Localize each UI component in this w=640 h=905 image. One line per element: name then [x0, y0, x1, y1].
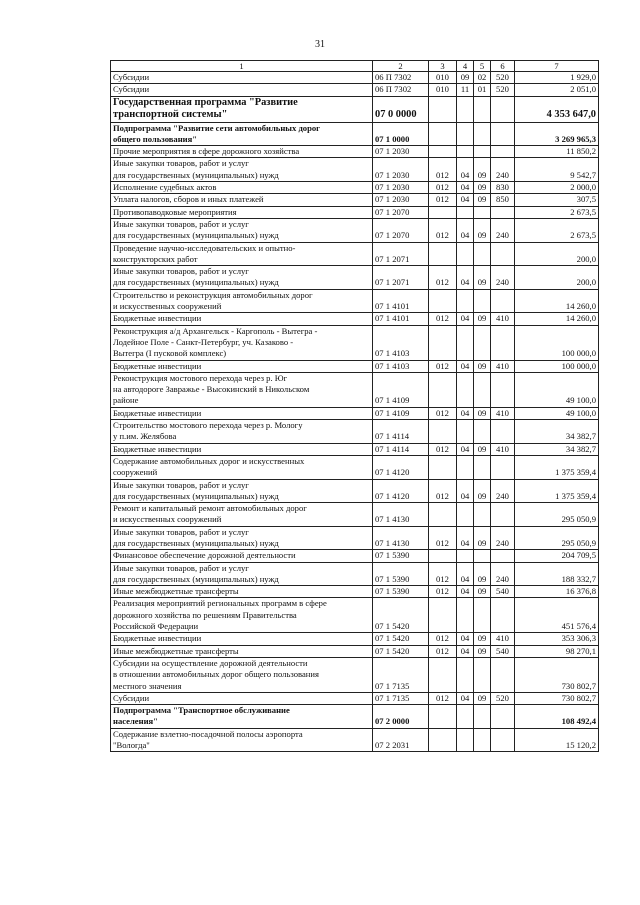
table-row [111, 158, 599, 182]
column-number: 4 [457, 61, 474, 72]
row-rz [457, 728, 474, 752]
row-vr [491, 289, 515, 313]
row-name: Реконструкция а/д Архангельск - Каргополь - Вытегра - Лодейное Поле - Санкт-Петербург, уч. Казаково - Вытегра (I пусковой комплекс) [111, 325, 373, 360]
column-number: 1 [111, 61, 373, 72]
row-pr [474, 420, 491, 444]
row-pr [474, 242, 491, 266]
row-ved [429, 242, 457, 266]
row-pr: 09 [474, 633, 491, 645]
row-sum: 49 100,0 [515, 407, 599, 419]
row-name: Иные закупки товаров, работ и услуг для государственных (муниципальных) нужд [111, 479, 373, 503]
row-vr: 850 [491, 194, 515, 206]
row-name: Финансовое обеспечение дорожной деятельности [111, 550, 373, 562]
row-vr [491, 325, 515, 360]
row-rz: 04 [457, 313, 474, 325]
row-ved: 010 [429, 72, 457, 84]
row-name: Иные закупки товаров, работ и услуг для государственных (муниципальных) нужд [111, 266, 373, 290]
row-ved: 012 [429, 266, 457, 290]
row-ved: 012 [429, 562, 457, 586]
row-ved [429, 728, 457, 752]
row-pr [474, 96, 491, 122]
row-ved: 012 [429, 360, 457, 372]
row-ved: 012 [429, 218, 457, 242]
row-vr [491, 705, 515, 729]
row-pr [474, 503, 491, 527]
row-vr: 410 [491, 633, 515, 645]
row-code: 07 1 7135 [373, 692, 429, 704]
row-code: 07 1 4103 [373, 360, 429, 372]
row-code: 07 1 5390 [373, 586, 429, 598]
row-vr [491, 242, 515, 266]
table-row [111, 372, 599, 407]
budget-table [110, 60, 599, 752]
table-row [111, 479, 599, 503]
row-vr: 240 [491, 218, 515, 242]
row-code: 07 0 0000 [373, 96, 429, 122]
row-code: 07 1 5390 [373, 550, 429, 562]
table-row [111, 705, 599, 729]
row-rz: 04 [457, 158, 474, 182]
row-sum: 188 332,7 [515, 562, 599, 586]
table-row [111, 325, 599, 360]
table-row [111, 455, 599, 479]
table-row [111, 586, 599, 598]
row-ved [429, 657, 457, 692]
column-number: 2 [373, 61, 429, 72]
table-row [111, 360, 599, 372]
row-name: Прочие мероприятия в сфере дорожного хозяйства [111, 146, 373, 158]
row-code: 07 1 5420 [373, 645, 429, 657]
row-sum: 307,5 [515, 194, 599, 206]
row-ved [429, 550, 457, 562]
row-vr: 410 [491, 360, 515, 372]
row-sum: 730 802,7 [515, 692, 599, 704]
row-vr: 240 [491, 479, 515, 503]
row-sum: 295 050,9 [515, 503, 599, 527]
row-code: 07 1 5420 [373, 598, 429, 633]
row-ved: 012 [429, 407, 457, 419]
row-code: 07 1 2071 [373, 242, 429, 266]
row-ved: 012 [429, 586, 457, 598]
row-vr: 410 [491, 313, 515, 325]
row-vr: 830 [491, 182, 515, 194]
row-ved: 012 [429, 645, 457, 657]
row-rz: 04 [457, 407, 474, 419]
row-code: 06 П 7302 [373, 84, 429, 96]
table-row [111, 182, 599, 194]
row-pr: 09 [474, 645, 491, 657]
row-sum: 204 709,5 [515, 550, 599, 562]
row-sum: 14 260,0 [515, 313, 599, 325]
table-row [111, 122, 599, 146]
row-name: Иные межбюджетные трансферты [111, 586, 373, 598]
table-row [111, 420, 599, 444]
row-pr: 09 [474, 407, 491, 419]
row-pr [474, 657, 491, 692]
row-pr: 09 [474, 182, 491, 194]
table-body [111, 72, 599, 752]
row-name: Иные закупки товаров, работ и услуг для государственных (муниципальных) нужд [111, 526, 373, 550]
row-sum: 4 353 647,0 [515, 96, 599, 122]
row-vr [491, 455, 515, 479]
row-sum: 108 492,4 [515, 705, 599, 729]
row-name: Иные закупки товаров, работ и услуг для государственных (муниципальных) нужд [111, 218, 373, 242]
table-row [111, 657, 599, 692]
row-code: 07 1 2071 [373, 266, 429, 290]
table-row [111, 692, 599, 704]
row-vr [491, 146, 515, 158]
row-rz [457, 242, 474, 266]
row-code: 07 2 2031 [373, 728, 429, 752]
row-code: 07 1 2030 [373, 182, 429, 194]
row-ved: 012 [429, 313, 457, 325]
row-sum: 451 576,4 [515, 598, 599, 633]
table-row [111, 503, 599, 527]
row-ved: 012 [429, 158, 457, 182]
table-row [111, 84, 599, 96]
table-row [111, 146, 599, 158]
row-pr [474, 705, 491, 729]
row-rz [457, 289, 474, 313]
row-code: 07 1 2070 [373, 218, 429, 242]
row-ved [429, 455, 457, 479]
row-ved: 012 [429, 182, 457, 194]
row-ved [429, 503, 457, 527]
row-code: 07 1 0000 [373, 122, 429, 146]
row-code: 07 1 4114 [373, 443, 429, 455]
row-rz [457, 657, 474, 692]
row-vr [491, 728, 515, 752]
row-name: Содержание взлетно-посадочной полосы аэропорта "Вологда" [111, 728, 373, 752]
row-vr [491, 122, 515, 146]
row-rz: 04 [457, 562, 474, 586]
row-vr [491, 372, 515, 407]
row-ved [429, 96, 457, 122]
row-name: Субсидии на осуществление дорожной деятельности в отношении автомобильных дорог общего пользования местного значения [111, 657, 373, 692]
row-sum: 14 260,0 [515, 289, 599, 313]
row-code: 07 1 4101 [373, 313, 429, 325]
row-vr [491, 657, 515, 692]
row-pr: 09 [474, 692, 491, 704]
row-ved [429, 146, 457, 158]
row-rz [457, 146, 474, 158]
row-ved [429, 705, 457, 729]
row-name: Бюджетные инвестиции [111, 360, 373, 372]
row-rz: 11 [457, 84, 474, 96]
row-sum: 1 375 359,4 [515, 479, 599, 503]
row-sum: 730 802,7 [515, 657, 599, 692]
row-sum: 200,0 [515, 266, 599, 290]
row-pr: 02 [474, 72, 491, 84]
row-ved: 012 [429, 443, 457, 455]
row-sum: 2 673,5 [515, 218, 599, 242]
row-code: 07 2 0000 [373, 705, 429, 729]
row-vr: 240 [491, 266, 515, 290]
row-pr: 09 [474, 194, 491, 206]
row-rz: 04 [457, 182, 474, 194]
row-sum: 16 376,8 [515, 586, 599, 598]
row-rz: 04 [457, 479, 474, 503]
row-vr: 410 [491, 443, 515, 455]
row-rz: 09 [457, 72, 474, 84]
table-row [111, 242, 599, 266]
row-vr: 540 [491, 645, 515, 657]
row-rz [457, 325, 474, 360]
row-code: 07 1 5420 [373, 633, 429, 645]
row-pr: 09 [474, 526, 491, 550]
row-name: Субсидии [111, 84, 373, 96]
row-vr [491, 503, 515, 527]
row-pr [474, 206, 491, 218]
row-ved [429, 598, 457, 633]
table-row [111, 194, 599, 206]
column-number: 5 [474, 61, 491, 72]
row-code: 07 1 4130 [373, 503, 429, 527]
row-pr [474, 146, 491, 158]
table-row [111, 633, 599, 645]
row-vr [491, 96, 515, 122]
row-name: Противопаводковые мероприятия [111, 206, 373, 218]
row-rz: 04 [457, 692, 474, 704]
row-ved: 010 [429, 84, 457, 96]
row-sum: 353 306,3 [515, 633, 599, 645]
row-ved [429, 420, 457, 444]
row-code: 07 1 2030 [373, 194, 429, 206]
column-number: 6 [491, 61, 515, 72]
row-vr: 240 [491, 526, 515, 550]
row-pr [474, 325, 491, 360]
row-code: 07 1 2070 [373, 206, 429, 218]
row-pr: 09 [474, 586, 491, 598]
row-sum: 2 673,5 [515, 206, 599, 218]
row-ved [429, 122, 457, 146]
row-name: Государственная программа "Развитие транспортной системы" [111, 96, 373, 122]
row-name: Субсидии [111, 72, 373, 84]
row-name: Ремонт и капитальный ремонт автомобильных дорог и искусственных сооружений [111, 503, 373, 527]
row-pr [474, 122, 491, 146]
row-sum: 295 050,9 [515, 526, 599, 550]
table-row [111, 550, 599, 562]
row-vr: 520 [491, 84, 515, 96]
row-sum: 100 000,0 [515, 360, 599, 372]
row-rz [457, 206, 474, 218]
table-row [111, 645, 599, 657]
row-name: Уплата налогов, сборов и иных платежей [111, 194, 373, 206]
row-ved [429, 289, 457, 313]
row-sum: 2 051,0 [515, 84, 599, 96]
row-sum: 98 270,1 [515, 645, 599, 657]
row-sum: 100 000,0 [515, 325, 599, 360]
table-row [111, 598, 599, 633]
row-code: 07 1 4109 [373, 372, 429, 407]
row-rz: 04 [457, 526, 474, 550]
row-sum: 34 382,7 [515, 443, 599, 455]
row-rz [457, 96, 474, 122]
table-row [111, 526, 599, 550]
row-sum: 2 000,0 [515, 182, 599, 194]
row-code: 07 1 4120 [373, 455, 429, 479]
row-name: Содержание автомобильных дорог и искусственных сооружений [111, 455, 373, 479]
page-number: 31 [315, 39, 325, 50]
row-ved: 012 [429, 633, 457, 645]
row-name: Бюджетные инвестиции [111, 407, 373, 419]
row-rz: 04 [457, 218, 474, 242]
row-pr [474, 598, 491, 633]
row-sum: 34 382,7 [515, 420, 599, 444]
row-vr [491, 598, 515, 633]
row-name: Бюджетные инвестиции [111, 633, 373, 645]
row-ved [429, 372, 457, 407]
row-name: Подпрограмма "Развитие сети автомобильных дорог общего пользования" [111, 122, 373, 146]
row-rz [457, 705, 474, 729]
row-rz: 04 [457, 266, 474, 290]
column-number: 7 [515, 61, 599, 72]
row-name: Иные закупки товаров, работ и услуг для государственных (муниципальных) нужд [111, 158, 373, 182]
row-pr: 09 [474, 360, 491, 372]
row-pr: 09 [474, 479, 491, 503]
row-vr: 240 [491, 158, 515, 182]
row-vr: 520 [491, 692, 515, 704]
row-code: 07 1 4130 [373, 526, 429, 550]
row-pr: 09 [474, 266, 491, 290]
table-row [111, 562, 599, 586]
table-row [111, 313, 599, 325]
row-name: Реконструкция мостового перехода через р. Юг на автодороге Завражье - Высокинский в Никольском районе [111, 372, 373, 407]
table-row [111, 289, 599, 313]
row-rz [457, 598, 474, 633]
row-vr [491, 550, 515, 562]
row-ved: 012 [429, 194, 457, 206]
table-row [111, 206, 599, 218]
row-code: 07 1 4109 [373, 407, 429, 419]
row-rz: 04 [457, 194, 474, 206]
row-sum: 200,0 [515, 242, 599, 266]
row-sum: 3 269 965,3 [515, 122, 599, 146]
row-pr [474, 372, 491, 407]
row-rz [457, 420, 474, 444]
table-row [111, 728, 599, 752]
row-pr [474, 455, 491, 479]
table-row [111, 266, 599, 290]
row-ved: 012 [429, 526, 457, 550]
row-rz: 04 [457, 633, 474, 645]
row-name: Исполнение судебных актов [111, 182, 373, 194]
row-name: Бюджетные инвестиции [111, 313, 373, 325]
row-pr: 01 [474, 84, 491, 96]
row-ved: 012 [429, 479, 457, 503]
row-pr: 09 [474, 313, 491, 325]
row-code: 07 1 4114 [373, 420, 429, 444]
row-ved: 012 [429, 692, 457, 704]
row-code: 07 1 4120 [373, 479, 429, 503]
row-name: Подпрограмма "Транспортное обслуживание населения" [111, 705, 373, 729]
row-name: Субсидии [111, 692, 373, 704]
row-ved [429, 325, 457, 360]
row-rz: 04 [457, 645, 474, 657]
row-code: 06 П 7302 [373, 72, 429, 84]
row-rz [457, 122, 474, 146]
row-code: 07 1 4101 [373, 289, 429, 313]
row-pr: 09 [474, 562, 491, 586]
row-vr: 540 [491, 586, 515, 598]
row-name: Иные межбюджетные трансферты [111, 645, 373, 657]
row-name: Строительство и реконструкция автомобильных дорог и искусственных сооружений [111, 289, 373, 313]
row-name: Реализация мероприятий региональных программ в сфере дорожного хозяйства по решениям Правительства Российской Федерации [111, 598, 373, 633]
row-vr: 410 [491, 407, 515, 419]
row-name: Проведение научно-исследовательских и опытно- конструкторских работ [111, 242, 373, 266]
row-sum: 1 375 359,4 [515, 455, 599, 479]
row-sum: 11 850,2 [515, 146, 599, 158]
row-pr: 09 [474, 443, 491, 455]
column-number-row [111, 61, 599, 72]
row-sum: 49 100,0 [515, 372, 599, 407]
row-sum: 15 120,2 [515, 728, 599, 752]
row-ved [429, 206, 457, 218]
row-code: 07 1 7135 [373, 657, 429, 692]
row-sum: 9 542,7 [515, 158, 599, 182]
row-vr: 520 [491, 72, 515, 84]
row-rz [457, 503, 474, 527]
table-row [111, 218, 599, 242]
row-code: 07 1 5390 [373, 562, 429, 586]
row-code: 07 1 2030 [373, 146, 429, 158]
row-rz [457, 372, 474, 407]
row-code: 07 1 4103 [373, 325, 429, 360]
row-sum: 1 929,0 [515, 72, 599, 84]
table-row [111, 72, 599, 84]
row-pr: 09 [474, 158, 491, 182]
row-rz [457, 550, 474, 562]
row-name: Иные закупки товаров, работ и услуг для государственных (муниципальных) нужд [111, 562, 373, 586]
row-pr [474, 289, 491, 313]
table-row [111, 443, 599, 455]
column-number: 3 [429, 61, 457, 72]
row-vr [491, 206, 515, 218]
row-pr: 09 [474, 218, 491, 242]
row-vr: 240 [491, 562, 515, 586]
row-rz: 04 [457, 586, 474, 598]
table-row [111, 96, 599, 122]
row-pr [474, 728, 491, 752]
row-name: Строительство мостового перехода через р. Мологу у п.им. Желябова [111, 420, 373, 444]
row-name: Бюджетные инвестиции [111, 443, 373, 455]
row-rz: 04 [457, 360, 474, 372]
row-rz [457, 455, 474, 479]
row-code: 07 1 2030 [373, 158, 429, 182]
row-pr [474, 550, 491, 562]
row-vr [491, 420, 515, 444]
row-rz: 04 [457, 443, 474, 455]
table-row [111, 407, 599, 419]
